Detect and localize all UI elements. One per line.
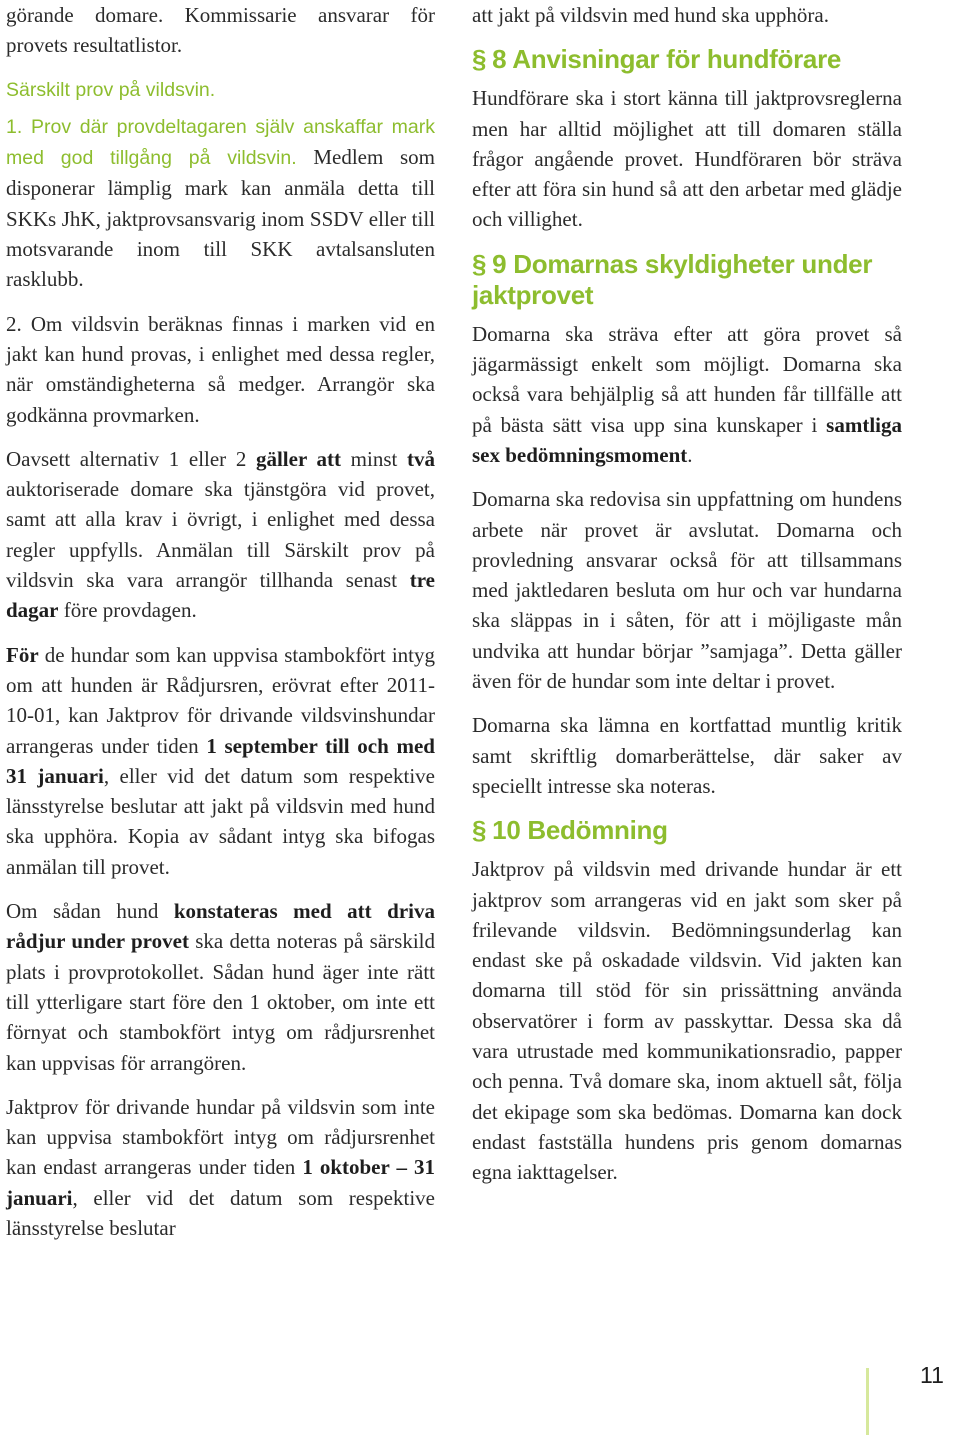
paragraph: att jakt på vildsvin med hund ska upphöra.: [472, 3, 829, 27]
section-symbol-icon: §: [472, 815, 487, 846]
list-item-1-continuation: Medlem som disponerar lämplig mark kan anmäla detta till SKKs JhK, jaktprovsansvarig inom SSDV eller till motsvarande inom till SKK avtalsansluten rasklubb.: [6, 145, 435, 292]
right-column: [472, 0, 902, 1202]
list-item-2: 2. Om vildsvin beräknas finnas i marken vid en jakt kan hund provas, i enlighet med dessa regler, när omständigheterna så medger. Arrangör ska godkänna provmarken.: [6, 311, 435, 427]
paragraph: För de hundar som kan uppvisa stambokfört intyg om att hunden är Rådjursren, erövrat efter 2011-10-01, kan Jaktprov för drivande vildsvinshundar arrangeras under tiden 1 september till och med 31 januari, eller vid det datum som respektive länsstyrelse beslutar att jakt på vildsvin med hund ska upphöra. Kopia av sådant intyg ska bifogas anmälan till provet.: [6, 642, 435, 879]
left-column: [6, 0, 435, 1257]
paragraph: Jaktprov för drivande hundar på vildsvin som inte kan uppvisa stambokfört intyg om rådjursrenhet kan endast arrangeras under tiden 1 oktober – 31 januari, eller vid det datum som respektive länsstyrelse beslutar: [6, 1094, 435, 1240]
page-number-bar: [866, 1368, 869, 1435]
paragraph: Jaktprov på vildsvin med drivande hundar är ett jaktprov som arrangeras vid en jakt som sker på frilevande vildsvin. Bedömningsunderlag kan endast ske på oskadade vildsvin. Vid jakten kan domarna till stöd för sin prissättning använda observatörer i form av passkyttar. Dessa ska då vara utrustade med kommunikationsradio, papper och penna. Två domare ska, inom aktuell såt, följa det ekipage som ska bedömas. Domarna kan dock endast fastställa hundens pris genom domarnas egna iakttagelser.: [472, 857, 902, 1185]
page-number: 11: [920, 1362, 944, 1388]
paragraph: görande domare. Kommissarie ansvarar för provets resultatlistor.: [6, 3, 435, 58]
paragraph: Domarna ska redovisa sin uppfattning om hundens arbete när provet är avslutat. Domarna och provledning ansvarar också för att tillsammans med jaktledaren besluta om hur och var hundarna ska släppas in i såten, för att i möjligaste mån undvika att hundar börjar ”samjaga”. Detta gäller även för de hundar som inte deltar i provet.: [472, 487, 902, 694]
paragraph: Hundförare ska i stort känna till jaktprovsreglerna men har alltid möjlighet att till domaren ställa frågor angående provet. Hundföraren bör sträva efter att föra sin hund så att den arbetar med glädje och villighet.: [472, 86, 902, 232]
special-test-heading: Särskilt prov på vildsvin.: [6, 78, 216, 101]
section-10-heading: § 10 Bedömning: [472, 815, 668, 846]
paragraph: Om sådan hund konstateras med att driva rådjur under provet ska detta noteras på särskild plats i provprotokollet. Sådan hund äger inte rätt till ytterligare start före den 1 oktober, om inte ett förnyat och stambokfört intyg om rådjursrenhet kan uppvisas för arrangören.: [6, 899, 435, 1075]
paragraph: Oavsett alternativ 1 eller 2 gäller att minst två auktoriserade domare ska tjänstgöra vid provet, samt att alla krav i övrigt, i enlighet med dessa regler uppfylls. Anmälan till Särskilt prov på vildsvin ska vara arrangör tillhanda senast tre dagar före provdagen.: [6, 446, 435, 623]
section-8-heading: § 8 Anvisningar för hundförare: [472, 44, 842, 75]
section-9-heading: § 9 Domarnas skyldigheter under jaktprovet: [472, 248, 873, 310]
paragraph: Domarna ska lämna en kortfattad muntlig kritik samt skriftlig domarberättelse, där saker av speciellt intresse ska noteras.: [472, 713, 902, 798]
section-symbol-icon: §: [472, 248, 487, 279]
section-symbol-icon: §: [472, 44, 487, 75]
list-item-1: [6, 111, 435, 295]
list-item-1-text: 1. Prov där provdeltagaren själv anskaffar mark med god tillgång på vildsvin.: [6, 115, 435, 170]
paragraph: Domarna ska sträva efter att göra provet så jägarmässigt enkelt som möjligt. Domarna ska också vara behjälplig så att hunden får tillfälle att på bästa sätt visa upp sina kunskaper i samtliga sex bedömningsmoment.: [472, 321, 902, 467]
